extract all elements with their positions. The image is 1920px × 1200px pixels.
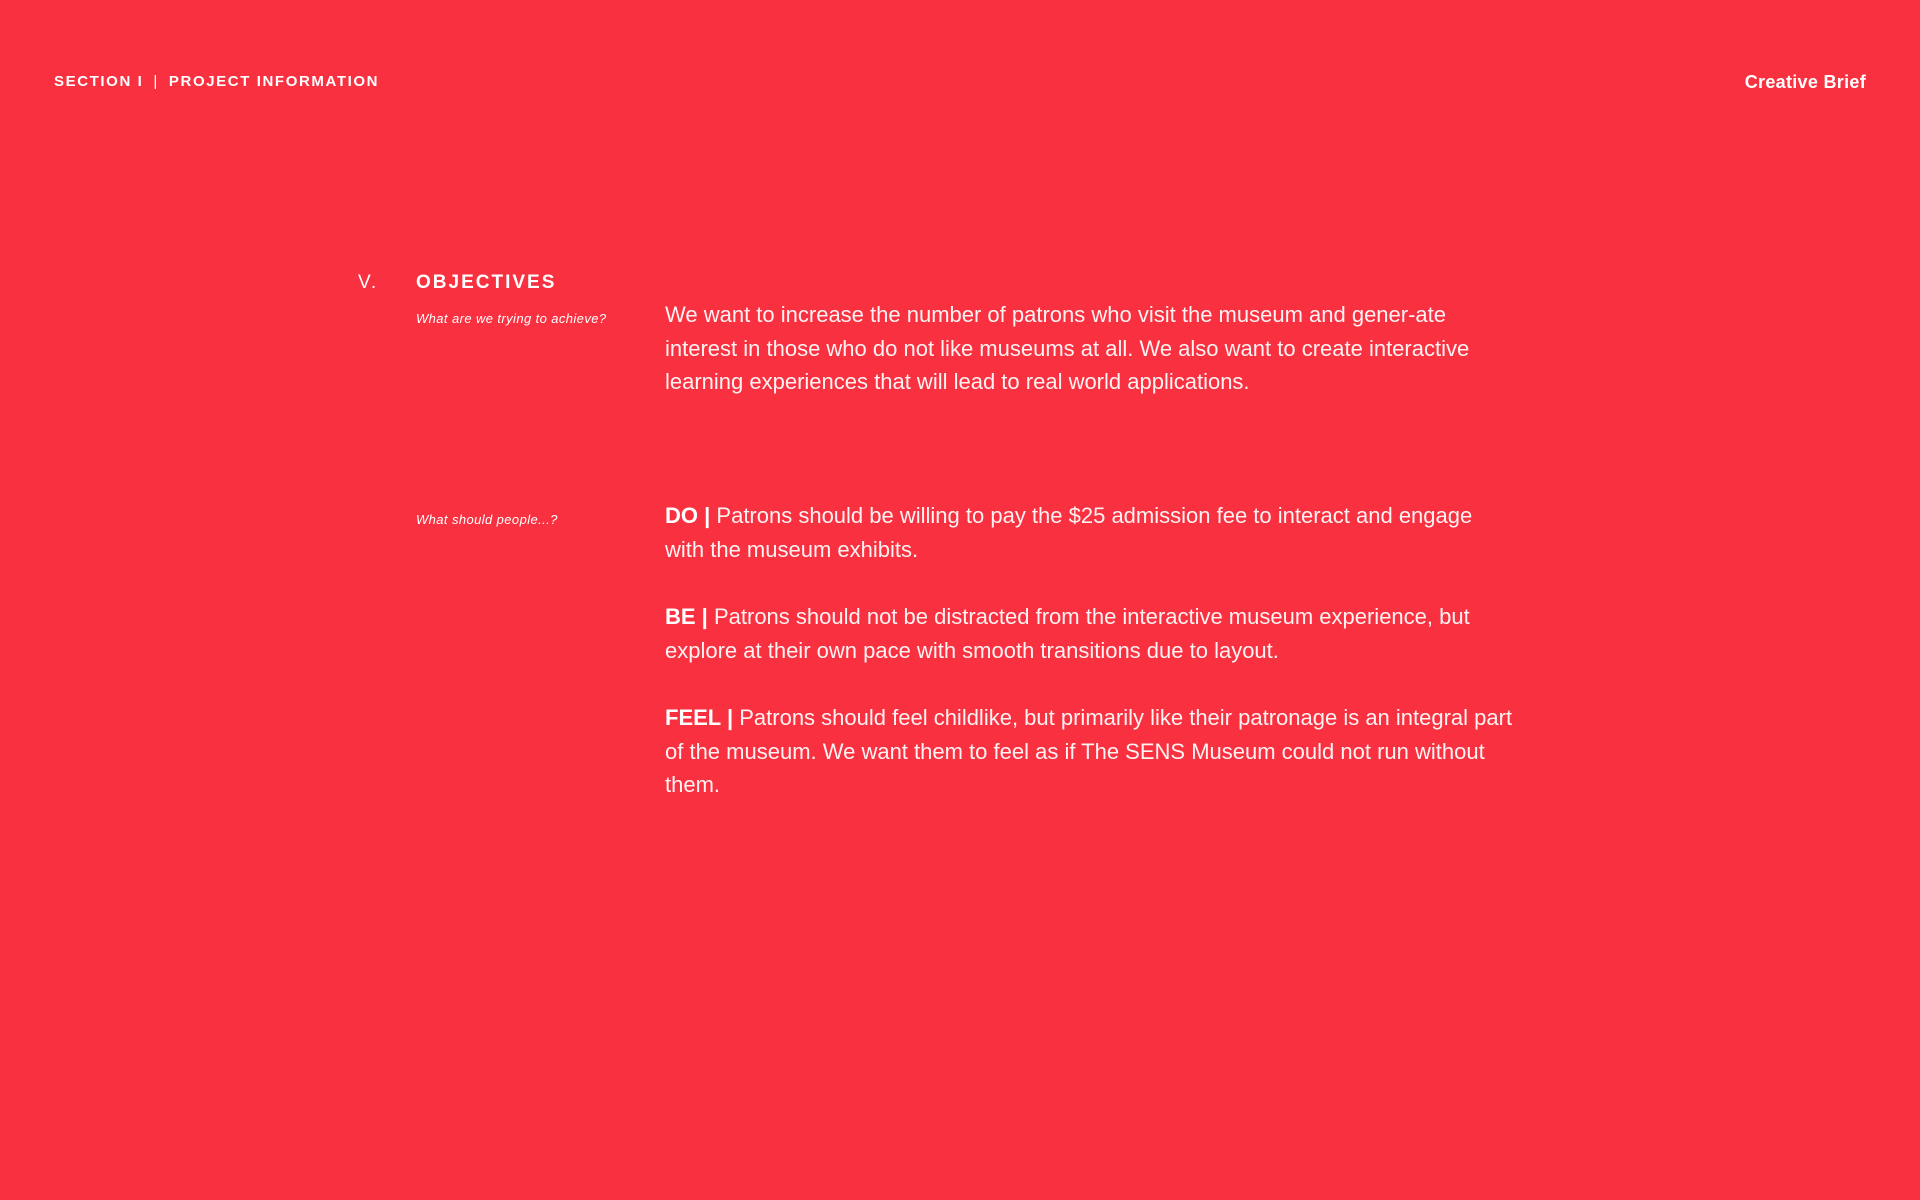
people-question: What should people...? [416, 512, 558, 527]
objectives-question: What are we trying to achieve? [416, 311, 607, 326]
do-text: Patrons should be willing to pay the $25 admission fee to interact and engage with the museum exhibits. [665, 503, 1473, 562]
section-title-header: PROJECT INFORMATION [168, 73, 380, 90]
do-label: DO | [665, 503, 711, 528]
objectives-heading: OBJECTIVES [416, 272, 557, 293]
section-label: SECTION I [54, 73, 144, 90]
header-separator: | [153, 73, 159, 90]
do-paragraph [665, 499, 1515, 566]
be-label: BE | [665, 604, 708, 629]
feel-paragraph [665, 701, 1515, 802]
objectives-text: We want to increase the number of patrons who visit the museum and gener-ate interest in those who do not like museums at all. We also want to create interactive learning experiences that will lead to real world applications. [665, 302, 1470, 394]
be-paragraph [665, 600, 1515, 667]
feel-label: FEEL | [665, 705, 734, 730]
section-header [54, 73, 379, 91]
document-title: Creative Brief [1744, 72, 1866, 92]
feel-text: Patrons should feel childlike, but primarily like their patronage is an integral part of the museum. We want them to feel as if The SENS Museum could not run without them. [665, 705, 1513, 797]
be-text: Patrons should not be distracted from the interactive museum experience, but explore at their own pace with smooth transitions due to layout. [665, 604, 1470, 663]
section-numeral: V. [358, 272, 379, 293]
